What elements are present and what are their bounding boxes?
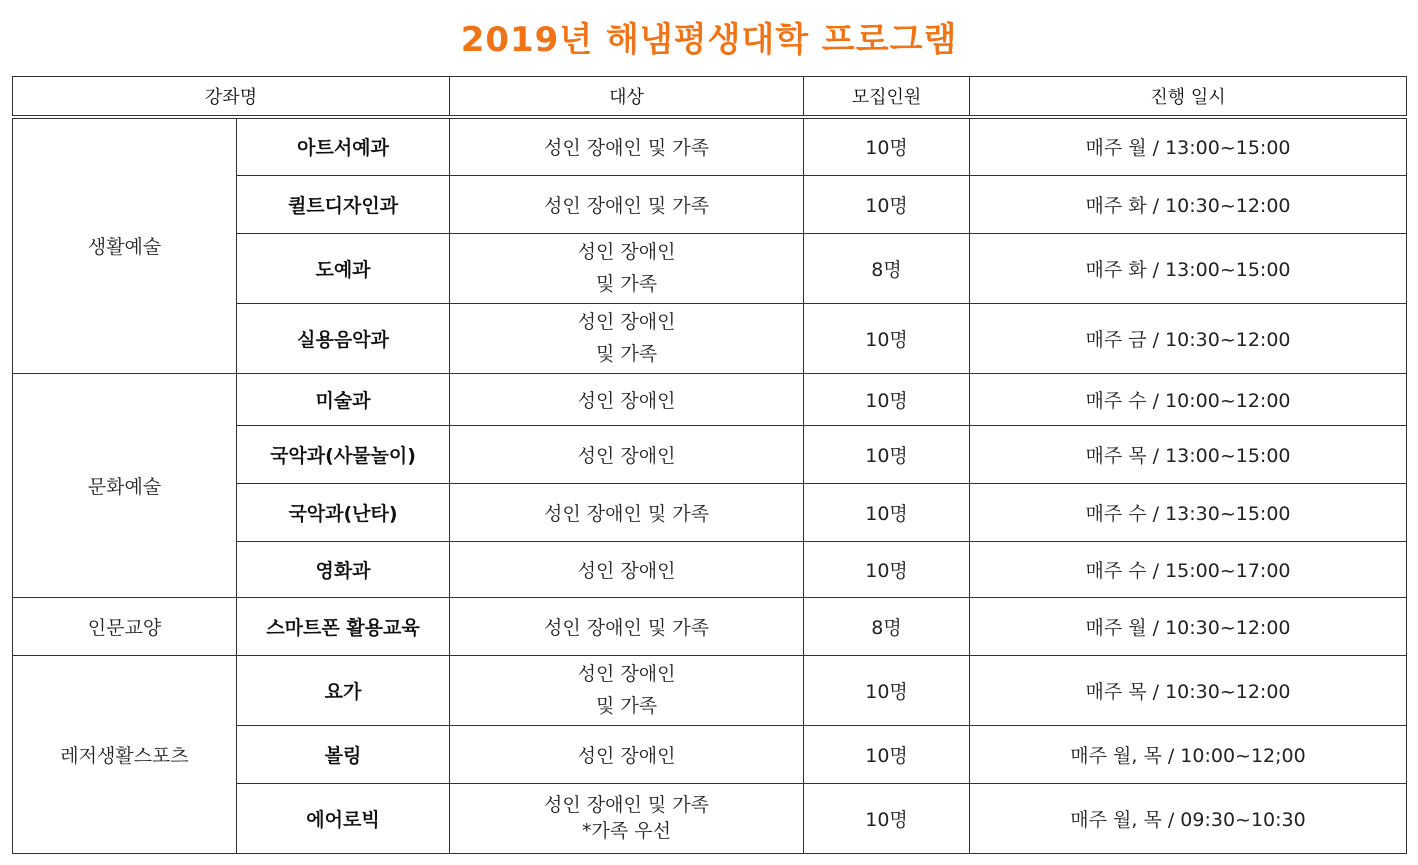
course-name-cell: 스마트폰 활용교육 xyxy=(237,597,450,655)
target-cell xyxy=(450,655,804,725)
course-name-cell: 미술과 xyxy=(237,373,450,425)
target-line: 성인 장애인 및 가족 xyxy=(544,794,709,816)
recruit-count-cell: 10명 xyxy=(804,541,970,597)
recruit-count-cell: 8명 xyxy=(804,233,970,303)
schedule-cell: 매주 수 / 13:30~15:00 xyxy=(970,483,1407,541)
target-line: 성인 장애인 xyxy=(577,311,676,333)
course-name-cell: 볼링 xyxy=(237,725,450,783)
table-row xyxy=(13,597,1407,655)
header-schedule: 진행 일시 xyxy=(970,77,1407,118)
program-table xyxy=(12,76,1407,854)
schedule-cell: 매주 금 / 10:30~12:00 xyxy=(970,303,1407,373)
schedule-cell: 매주 목 / 10:30~12:00 xyxy=(970,655,1407,725)
target-cell xyxy=(450,483,804,541)
table-header-row xyxy=(13,77,1407,118)
table-row xyxy=(13,117,1407,175)
schedule-cell: 매주 월, 목 / 09:30~10:30 xyxy=(970,783,1407,853)
target-cell xyxy=(450,233,804,303)
course-name-cell: 퀼트디자인과 xyxy=(237,175,450,233)
recruit-count-cell: 10명 xyxy=(804,655,970,725)
recruit-count-cell: 10명 xyxy=(804,783,970,853)
target-cell xyxy=(450,783,804,853)
category-cell: 인문교양 xyxy=(13,597,237,655)
target-line: 성인 장애인 xyxy=(577,444,676,467)
schedule-cell: 매주 목 / 13:00~15:00 xyxy=(970,425,1407,483)
recruit-count-cell: 10명 xyxy=(804,117,970,175)
target-cell xyxy=(450,725,804,783)
target-cell xyxy=(450,117,804,175)
course-name-cell: 국악과(난타) xyxy=(237,483,450,541)
schedule-cell: 매주 월 / 13:00~15:00 xyxy=(970,117,1407,175)
recruit-count-cell: 10명 xyxy=(804,425,970,483)
schedule-cell: 매주 월, 목 / 10:00~12;00 xyxy=(970,725,1407,783)
course-name-cell: 아트서예과 xyxy=(237,117,450,175)
target-cell xyxy=(450,175,804,233)
recruit-count-cell: 10명 xyxy=(804,725,970,783)
target-line: 성인 장애인 xyxy=(577,241,676,263)
schedule-cell: 매주 수 / 15:00~17:00 xyxy=(970,541,1407,597)
recruit-count-cell: 10명 xyxy=(804,175,970,233)
course-name-cell: 국악과(사물놀이) xyxy=(237,425,450,483)
target-line: 성인 장애인 xyxy=(577,389,676,412)
target-cell xyxy=(450,541,804,597)
page-title: 2019년 해냄평생대학 프로그램 xyxy=(460,20,958,60)
target-line: *가족 우선 xyxy=(582,820,671,842)
category-cell: 문화예술 xyxy=(13,373,237,597)
header-target: 대상 xyxy=(450,77,804,118)
schedule-cell: 매주 화 / 13:00~15:00 xyxy=(970,233,1407,303)
category-cell: 생활예술 xyxy=(13,117,237,373)
course-name-cell: 영화과 xyxy=(237,541,450,597)
target-line: 성인 장애인 xyxy=(577,744,676,767)
table-row xyxy=(13,655,1407,725)
recruit-count-cell: 10명 xyxy=(804,483,970,541)
target-line: 및 가족 xyxy=(595,695,658,717)
target-cell xyxy=(450,373,804,425)
target-cell xyxy=(450,303,804,373)
schedule-cell: 매주 화 / 10:30~12:00 xyxy=(970,175,1407,233)
target-line: 성인 장애인 xyxy=(577,663,676,685)
schedule-cell: 매주 수 / 10:00~12:00 xyxy=(970,373,1407,425)
recruit-count-cell: 8명 xyxy=(804,597,970,655)
course-name-cell: 도예과 xyxy=(237,233,450,303)
target-line: 성인 장애인 및 가족 xyxy=(544,616,709,639)
course-name-cell: 실용음악과 xyxy=(237,303,450,373)
course-name-cell: 요가 xyxy=(237,655,450,725)
table-row xyxy=(13,373,1407,425)
recruit-count-cell: 10명 xyxy=(804,373,970,425)
target-line: 성인 장애인 및 가족 xyxy=(544,137,709,160)
target-line: 성인 장애인 xyxy=(577,559,676,582)
target-line: 성인 장애인 및 가족 xyxy=(544,502,709,525)
schedule-cell: 매주 월 / 10:30~12:00 xyxy=(970,597,1407,655)
target-line: 및 가족 xyxy=(595,343,658,365)
target-line: 및 가족 xyxy=(595,273,658,295)
table-body xyxy=(13,117,1407,853)
recruit-count-cell: 10명 xyxy=(804,303,970,373)
header-course-name: 강좌명 xyxy=(13,77,450,118)
target-cell xyxy=(450,597,804,655)
course-name-cell: 에어로빅 xyxy=(237,783,450,853)
target-cell xyxy=(450,425,804,483)
header-recruit: 모집인원 xyxy=(804,77,970,118)
target-line: 성인 장애인 및 가족 xyxy=(544,194,709,217)
category-cell: 레저생활스포츠 xyxy=(13,655,237,853)
